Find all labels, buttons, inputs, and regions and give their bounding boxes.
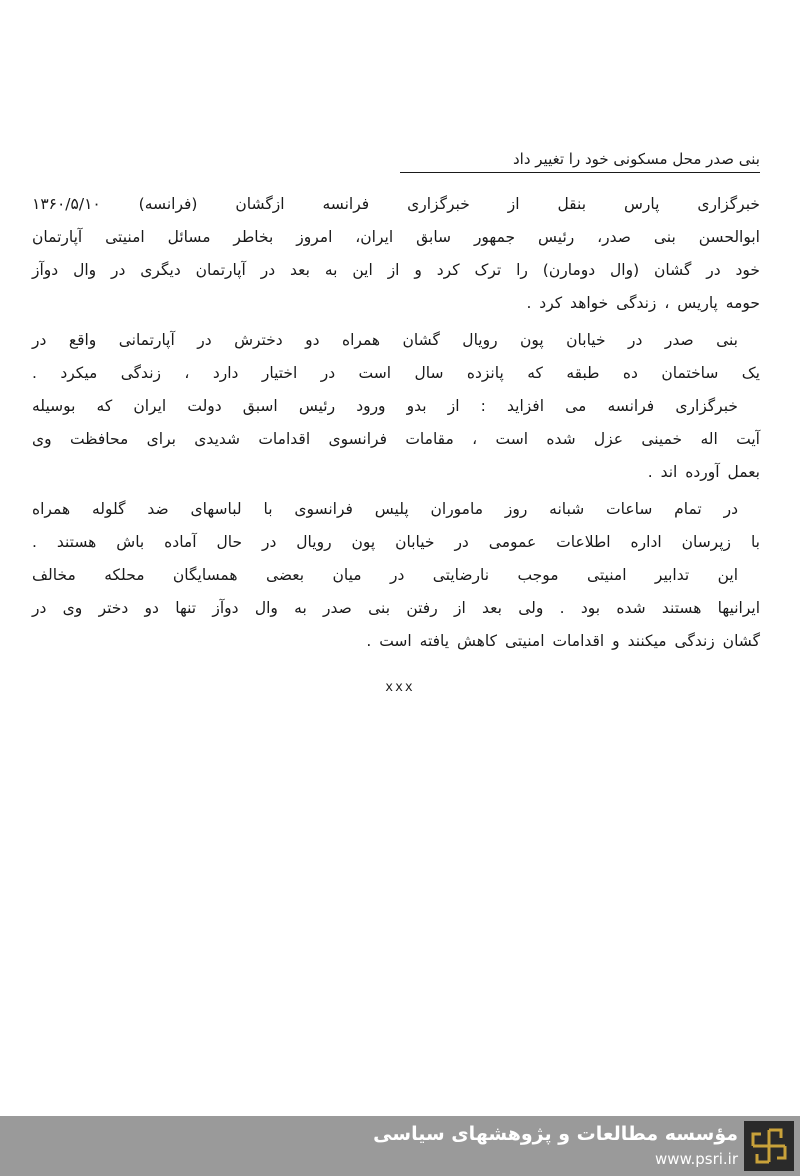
text-line: بنی صدر در خیابان پون رویال گشان همراه دو دخترش در آپارتمانی واقع در [32, 331, 738, 349]
text-line: حومه پاریس ، زندگی خواهد کرد . [526, 294, 760, 312]
footer-bar [0, 1116, 800, 1176]
separator-mark: xxx [385, 680, 415, 695]
footer-text [373, 1120, 738, 1170]
text-line: ابوالحسن بنی صدر، رئیس جمهور سابق ایران، امروز بخاطر مسائل امنیتی آپارتمان [32, 228, 760, 246]
institute-name: مؤسسه مطالعات و پژوهشهای سیاسی [373, 1123, 738, 1145]
text-line: این تدابیر امنیتی موجب نارضایتی در میان بعضی همسایگان محلکه مخالف [32, 566, 738, 584]
document-body [32, 188, 760, 658]
text-line: ایرانیها هستند شده بود . ولی بعد از رفتن بنی صدر به وال دوآز تنها دو دختر وی در [32, 599, 760, 617]
text-line: خبرگزاری فرانسه می افزاید : از بدو ورود رئیس اسبق دولت ایران که بوسیله [32, 397, 738, 415]
text-line: خبرگزاری پارس بنقل از خبرگزاری فرانسه ازگشان (فرانسه) ۱۳۶۰/۵/۱۰ [32, 195, 760, 213]
text-line: با زپرسان اداره اطلاعات عمومی در خیابان پون رویال در حال آماده باش هستند . [32, 533, 760, 551]
text-line: آیت اله خمینی عزل شده است ، مقامات فرانسوی اقدامات شدیدی برای محافظت وی [32, 430, 760, 448]
text-line: بعمل آورده اند . [647, 463, 760, 481]
text-line: خود در گشان (وال دومارن) را ترک کرد و از این به بعد در آپارتمان دیگری در وال دوآز [32, 261, 760, 279]
document-title: بنی صدر محل مسکونی خود را تغییر داد [400, 150, 760, 173]
text-line: در تمام ساعات شبانه روز ماموران پلیس فرانسوی با لباسهای ضد گلوله همراه [32, 500, 738, 518]
text-line: یک ساختمان ده طبقه که پانزده سال است در اختیار دارد ، زندگی میکرد . [32, 364, 760, 382]
institute-logo-icon [744, 1121, 794, 1171]
text-line: گشان زندگی میکنند و اقدامات امنیتی کاهش یافته است . [366, 632, 760, 650]
institute-url[interactable]: www.psri.ir [655, 1150, 738, 1168]
